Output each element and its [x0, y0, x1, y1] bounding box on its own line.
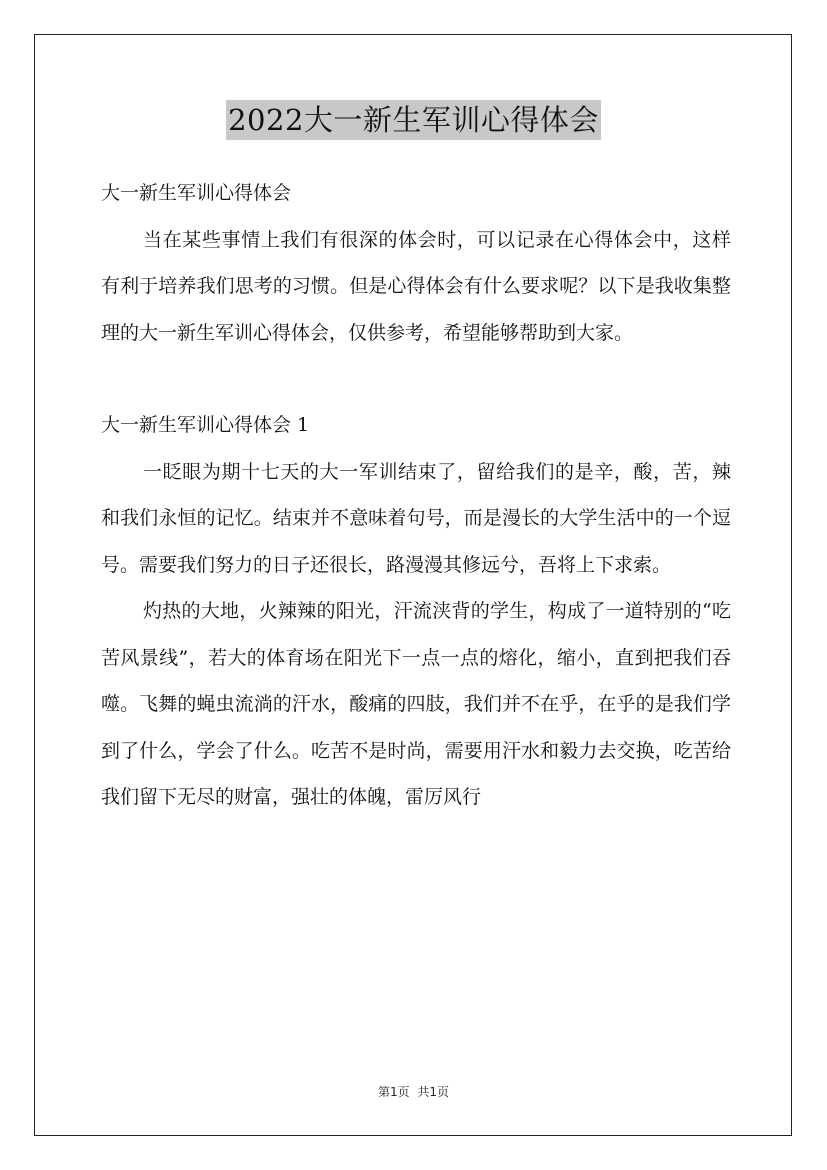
title-wrap: [0, 100, 827, 140]
section-heading: 大一新生军训心得体会 1: [101, 414, 310, 436]
document-body: [101, 170, 731, 821]
document-subtitle: 大一新生军训心得体会: [101, 182, 292, 204]
section-paragraph-2: 灼热的大地，火辣辣的阳光，汗流浃背的学生，构成了一道特别的“吃苦风景线”，若大的体育场在阳光下一点一点的熔化，缩小，直到把我们吞噬。飞舞的蝇虫流淌的汗水，酸痛的四肢，我们并不在乎，在乎的是我们学到了什么，学会了什么。吃苦不是时尚，需要用汗水和毅力去交换，吃苦给我们留下无尽的财富，强壮的体魄，雷厉风行: [101, 600, 731, 808]
document-title: 2022大一新生军训心得体会: [226, 100, 601, 140]
intro-paragraph: 当在某些事情上我们有很深的体会时，可以记录在心得体会中，这样有利于培养我们思考的习惯。但是心得体会有什么要求呢？以下是我收集整理的大一新生军训心得体会，仅供参考，希望能够帮助到大家。: [101, 228, 731, 344]
page-total: 共1页: [417, 1085, 449, 1099]
section-paragraph-1: 一眨眼为期十七天的大一军训结束了，留给我们的是辛，酸，苦，辣和我们永恒的记忆。结束并不意味着句号，而是漫长的大学生活中的一个逗号。需要我们努力的日子还很长，路漫漫其修远兮，吾将上下求索。: [101, 460, 731, 576]
page-number: 第1页: [378, 1085, 410, 1099]
page-footer: [0, 1083, 827, 1100]
